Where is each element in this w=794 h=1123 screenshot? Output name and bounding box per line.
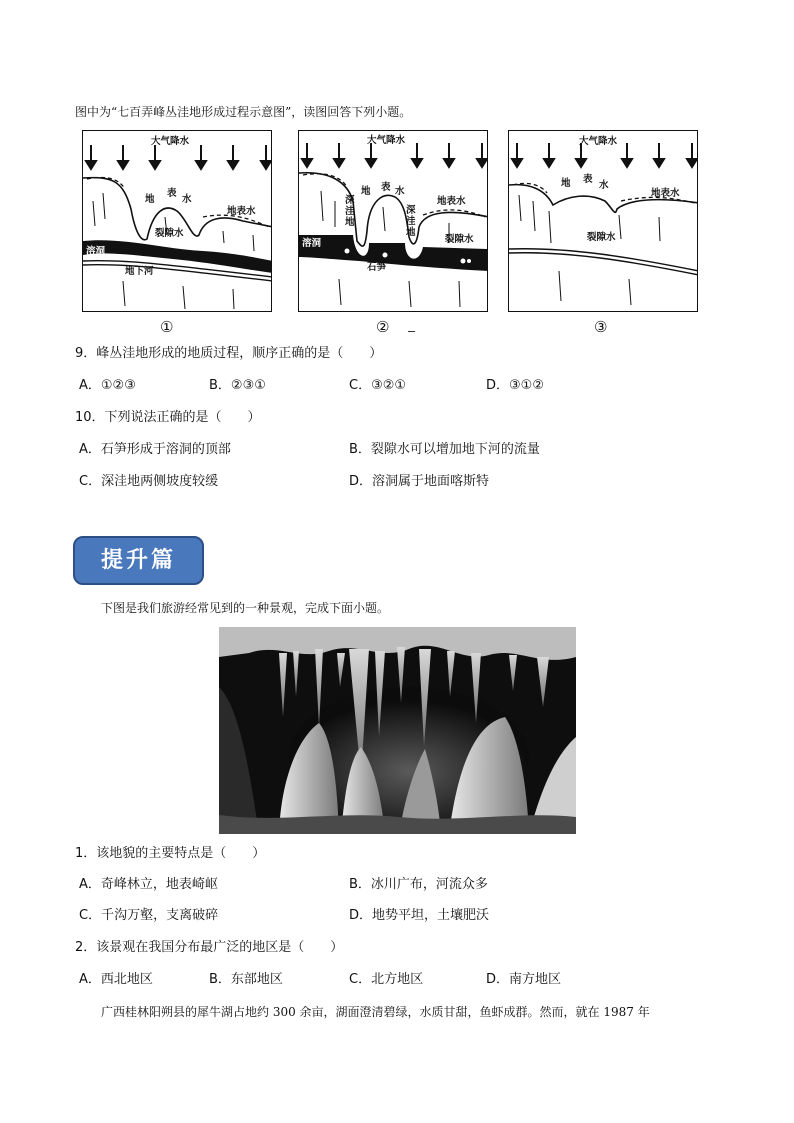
diagram-panel-1	[82, 130, 272, 312]
label-surface-3c: 水	[599, 180, 609, 191]
stalactite-photo-image	[219, 627, 576, 834]
label-surface-1c: 水	[182, 194, 192, 205]
label-rain-1: 大气降水	[151, 136, 190, 147]
label-surface2-1: 地表水	[227, 206, 256, 217]
label-crack-3: 裂隙水	[587, 232, 616, 243]
label-surface-2a: 地	[361, 186, 371, 197]
q1-option-a[interactable]: A．奇峰林立，地表崎岖	[79, 877, 218, 892]
label-surface-1a: 地	[145, 194, 155, 205]
q9-option-a[interactable]: A．①②③	[79, 378, 136, 393]
q2-option-c[interactable]: C．北方地区	[349, 972, 424, 987]
q10-option-d[interactable]: D．溶洞属于地面喀斯特	[349, 474, 490, 489]
q1-option-c[interactable]: C．千沟万壑，支离破碎	[79, 908, 219, 923]
karst-diagram-2	[299, 131, 488, 312]
q10-option-a[interactable]: A．石笋形成于溶洞的顶部	[79, 442, 231, 457]
stray-mark	[408, 331, 415, 332]
label-cave-2: 溶洞	[302, 238, 322, 249]
caption-3: ③	[594, 318, 608, 336]
caption-2: ②	[376, 318, 390, 336]
q10-option-c[interactable]: C．深洼地两侧坡度较缓	[79, 474, 219, 489]
q9-stem: 9．峰丛洼地形成的地质过程，顺序正确的是（ ）	[75, 346, 383, 361]
label-surface-3b: 表	[583, 174, 593, 185]
label-surface2-3: 地表水	[651, 188, 680, 199]
q9-option-b[interactable]: B．②③①	[209, 378, 266, 393]
karst-diagram-1	[83, 131, 272, 312]
label-rain-3: 大气降水	[579, 136, 618, 147]
q9-option-c[interactable]: C．③②①	[349, 378, 407, 393]
cave-photo	[219, 627, 576, 834]
label-depression-right: 深洼地	[406, 205, 416, 238]
q9-option-d[interactable]: D．③①②	[486, 378, 544, 393]
q10-option-b[interactable]: B．裂隙水可以增加地下河的流量	[349, 442, 540, 457]
q10-stem: 10．下列说法正确的是（ ）	[75, 410, 261, 425]
diagram-panel-2	[298, 130, 488, 312]
label-surface2-2: 地表水	[437, 196, 466, 207]
label-stalagmite: 石笋	[367, 262, 387, 273]
section-badge: 提升篇	[73, 536, 204, 585]
label-rain-2: 大气降水	[367, 135, 406, 146]
q2-option-b[interactable]: B．东部地区	[209, 972, 283, 987]
karst-diagram-3	[509, 131, 698, 312]
q1-stem: 1．该地貌的主要特点是（ ）	[75, 846, 266, 861]
label-cave-1: 溶洞	[86, 246, 106, 257]
label-river-1: 地下河	[125, 266, 154, 277]
q1-option-b[interactable]: B．冰川广布，河流众多	[349, 877, 488, 892]
label-surface-2b: 表	[381, 182, 391, 193]
q2-stem: 2．该景观在我国分布最广泛的地区是（ ）	[75, 940, 344, 955]
label-surface-1b: 表	[167, 188, 177, 199]
label-surface-3a: 地	[561, 178, 571, 189]
label-crack-2: 裂隙水	[445, 234, 474, 245]
label-crack-1: 裂隙水	[155, 228, 184, 239]
q2-option-a[interactable]: A．西北地区	[79, 972, 153, 987]
intro-text: 图中为“七百弄峰丛洼地形成过程示意图”，读图回答下列小题。	[75, 105, 412, 119]
caption-1: ①	[160, 318, 174, 336]
q2-option-d[interactable]: D．南方地区	[486, 972, 562, 987]
intro2-text: 下图是我们旅游经常见到的一种景观，完成下面小题。	[101, 601, 390, 615]
label-surface-2c: 水	[395, 186, 405, 197]
passage-text: 广西桂林阳朔县的犀牛湖占地约 300 余亩，湖面澄清碧绿，水质甘甜，鱼虾成群。然而，就在 1987 年	[101, 1005, 650, 1019]
label-depression-left: 深洼地	[345, 195, 355, 228]
q1-option-d[interactable]: D．地势平坦，土壤肥沃	[349, 908, 490, 923]
diagram-panel-3	[508, 130, 698, 312]
